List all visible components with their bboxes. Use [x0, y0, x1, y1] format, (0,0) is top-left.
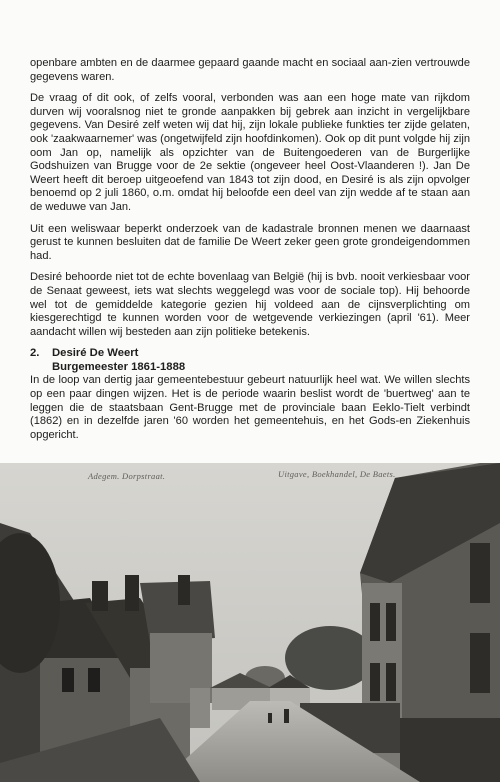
paragraph-2: De vraag of dit ook, of zelfs vooral, verbonden was aan een hoge mate van rijkdom durven wij vooralsnog niet te gronde aanpakken bij gebrek aan inzicht in vergelijkbare gegevens. Van Desiré zelf weten wij dat hij, zijn lokale publieke funkties ter zijde gelaten, ook 'zaakwaarnemer' was (ongetwijfeld zijn hoofdinkomen). Ook op dit punt volgde hij zijn oom Jan op, namelijk als opzichter van de Buitengoederen van de Burgerlijke Godshuizen van Brugge voor de 2e sektie (ongeveer heel Oost-Vlaanderen !). Jan De Weert heeft dit beroep uitgeoefend van 1843 tot zijn dood, en Desiré is als zijn opvolger benoemd op 2 juli 1860, o.m. omdat hij beloofde een deel van zijn wedde af te staan aan de weduwe van Jan. [30, 92, 470, 213]
section-heading [30, 347, 470, 374]
historic-street-photo [0, 463, 500, 782]
street-scene-image [0, 463, 500, 782]
paragraph-1: openbare ambten en de daarmee gepaard gaande macht en sociaal aan-zien vertrouwde gegevens waren. [30, 57, 470, 83]
paragraph-3: Uit een weliswaar beperkt onderzoek van de kadastrale bronnen menen we daarnaast gerust te kunnen besluiten dat de familie De Weert zeker geen grote grondeigendommen had. [30, 222, 470, 262]
article-text [30, 57, 470, 450]
photo-caption-right: Uitgave, Boekhandel, De Baets. [278, 469, 396, 479]
paragraph-4: Desiré behoorde niet tot de echte bovenlaag van België (hij is bvb. nooit verkiesbaar voor de Senaat geweest, iets wat slechts weggelegd was voor de sociale top). Hij behoorde wel tot de gemiddelde kategorie gezien hij voldeed aan de cijnsverplichting om kiesgerechtigd te kunnen worden voor de wetgevende verkiezingen (april '61). Meer aandacht willen wij besteden aan zijn politieke betekenis. [30, 271, 470, 338]
section-number: 2. [30, 347, 40, 360]
section-subtitle: Burgemeester 1861-1888 [52, 360, 186, 373]
section-paragraph: In de loop van dertig jaar gemeentebestuur gebeurt natuurlijk heel wat. We willen slechts op een paar dingen wijzen. Het is de periode waarin beslist wordt de 'buertweg' aan te leggen die de staatsbaan Gent-Brugge met de provinciale baan Eeklo-Tielt verbindt (1862) en in dezelfde jaren '60 worden het gemeentehuis, en het Gods-en Ziekenhuis opgericht. [30, 374, 470, 441]
section-title: Desiré De Weert [52, 347, 139, 360]
photo-caption-left: Adegem. Dorpstraat. [88, 471, 166, 481]
